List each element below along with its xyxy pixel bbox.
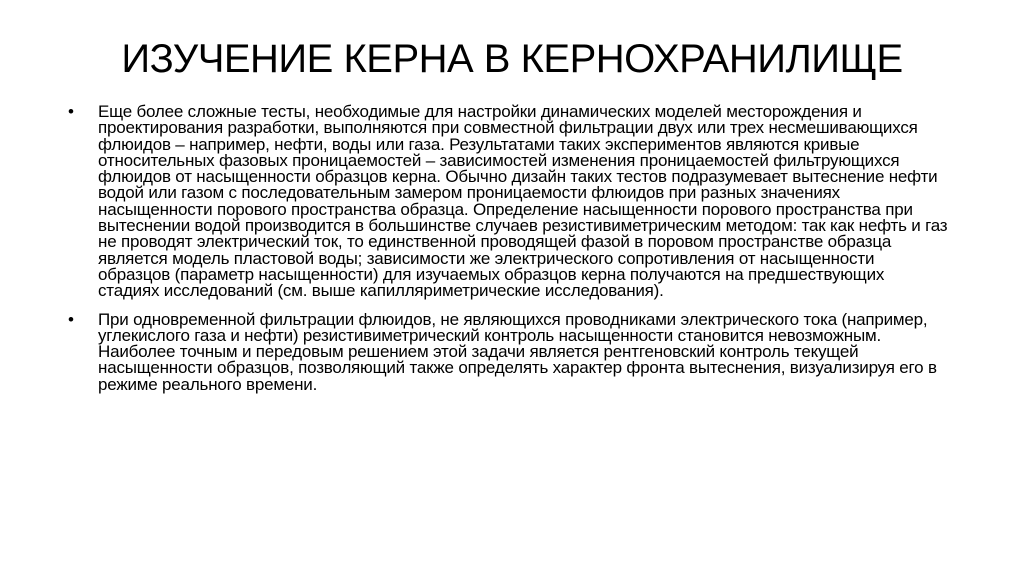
slide-title: ИЗУЧЕНИЕ КЕРНА В КЕРНОХРАНИЛИЩЕ	[121, 37, 903, 81]
bullet-item	[68, 104, 948, 300]
bullet-marker: •	[68, 309, 74, 329]
bullet-list	[68, 104, 948, 405]
bullet-text: При одновременной фильтрации флюидов, не являющихся проводниками электрического тока (например, углекислого газа и нефти) резистивиметрический контроль насыщенности становится невозможным. Наиболее точным и передовым решением этой задачи является рентгеновский контроль текущей насыщенности образцов, позволяющий также определять характер фронта вытеснения, визуализируя его в режиме реального времени.	[98, 309, 937, 394]
bullet-text: Еще более сложные тесты, необходимые для настройки динамических моделей месторождения и проектирования разработки, выполняются при совместной фильтрации двух или трех несмешивающихся флюидов – например, нефти, воды или газа. Результатами таких экспериментов являются кривые относительных фазовых проницаемостей – зависимостей изменения проницаемостей фильтрующихся флюидов от насыщенности образцов керна. Обычно дизайн таких тестов подразумевает вытеснение нефти водой или газом с последовательным замером проницаемости флюидов при разных значениях насыщенности порового пространства образца. Определение насыщенности порового пространства при вытеснении водой производится в большинстве случаев резистивиметрическим методом: так как нефть и газ не проводят электрический ток, то единственной проводящей фазой в поровом пространстве образца является модель пластовой воды; зависимости же электрического сопротивления от насыщенности образцов (параметр насыщенности) для изучаемых образцов керна получаются на предшествующих стадиях исследований (см. выше капилляриметрические исследования).	[98, 102, 948, 301]
bullet-item	[68, 309, 948, 394]
bullet-marker: •	[68, 102, 74, 121]
